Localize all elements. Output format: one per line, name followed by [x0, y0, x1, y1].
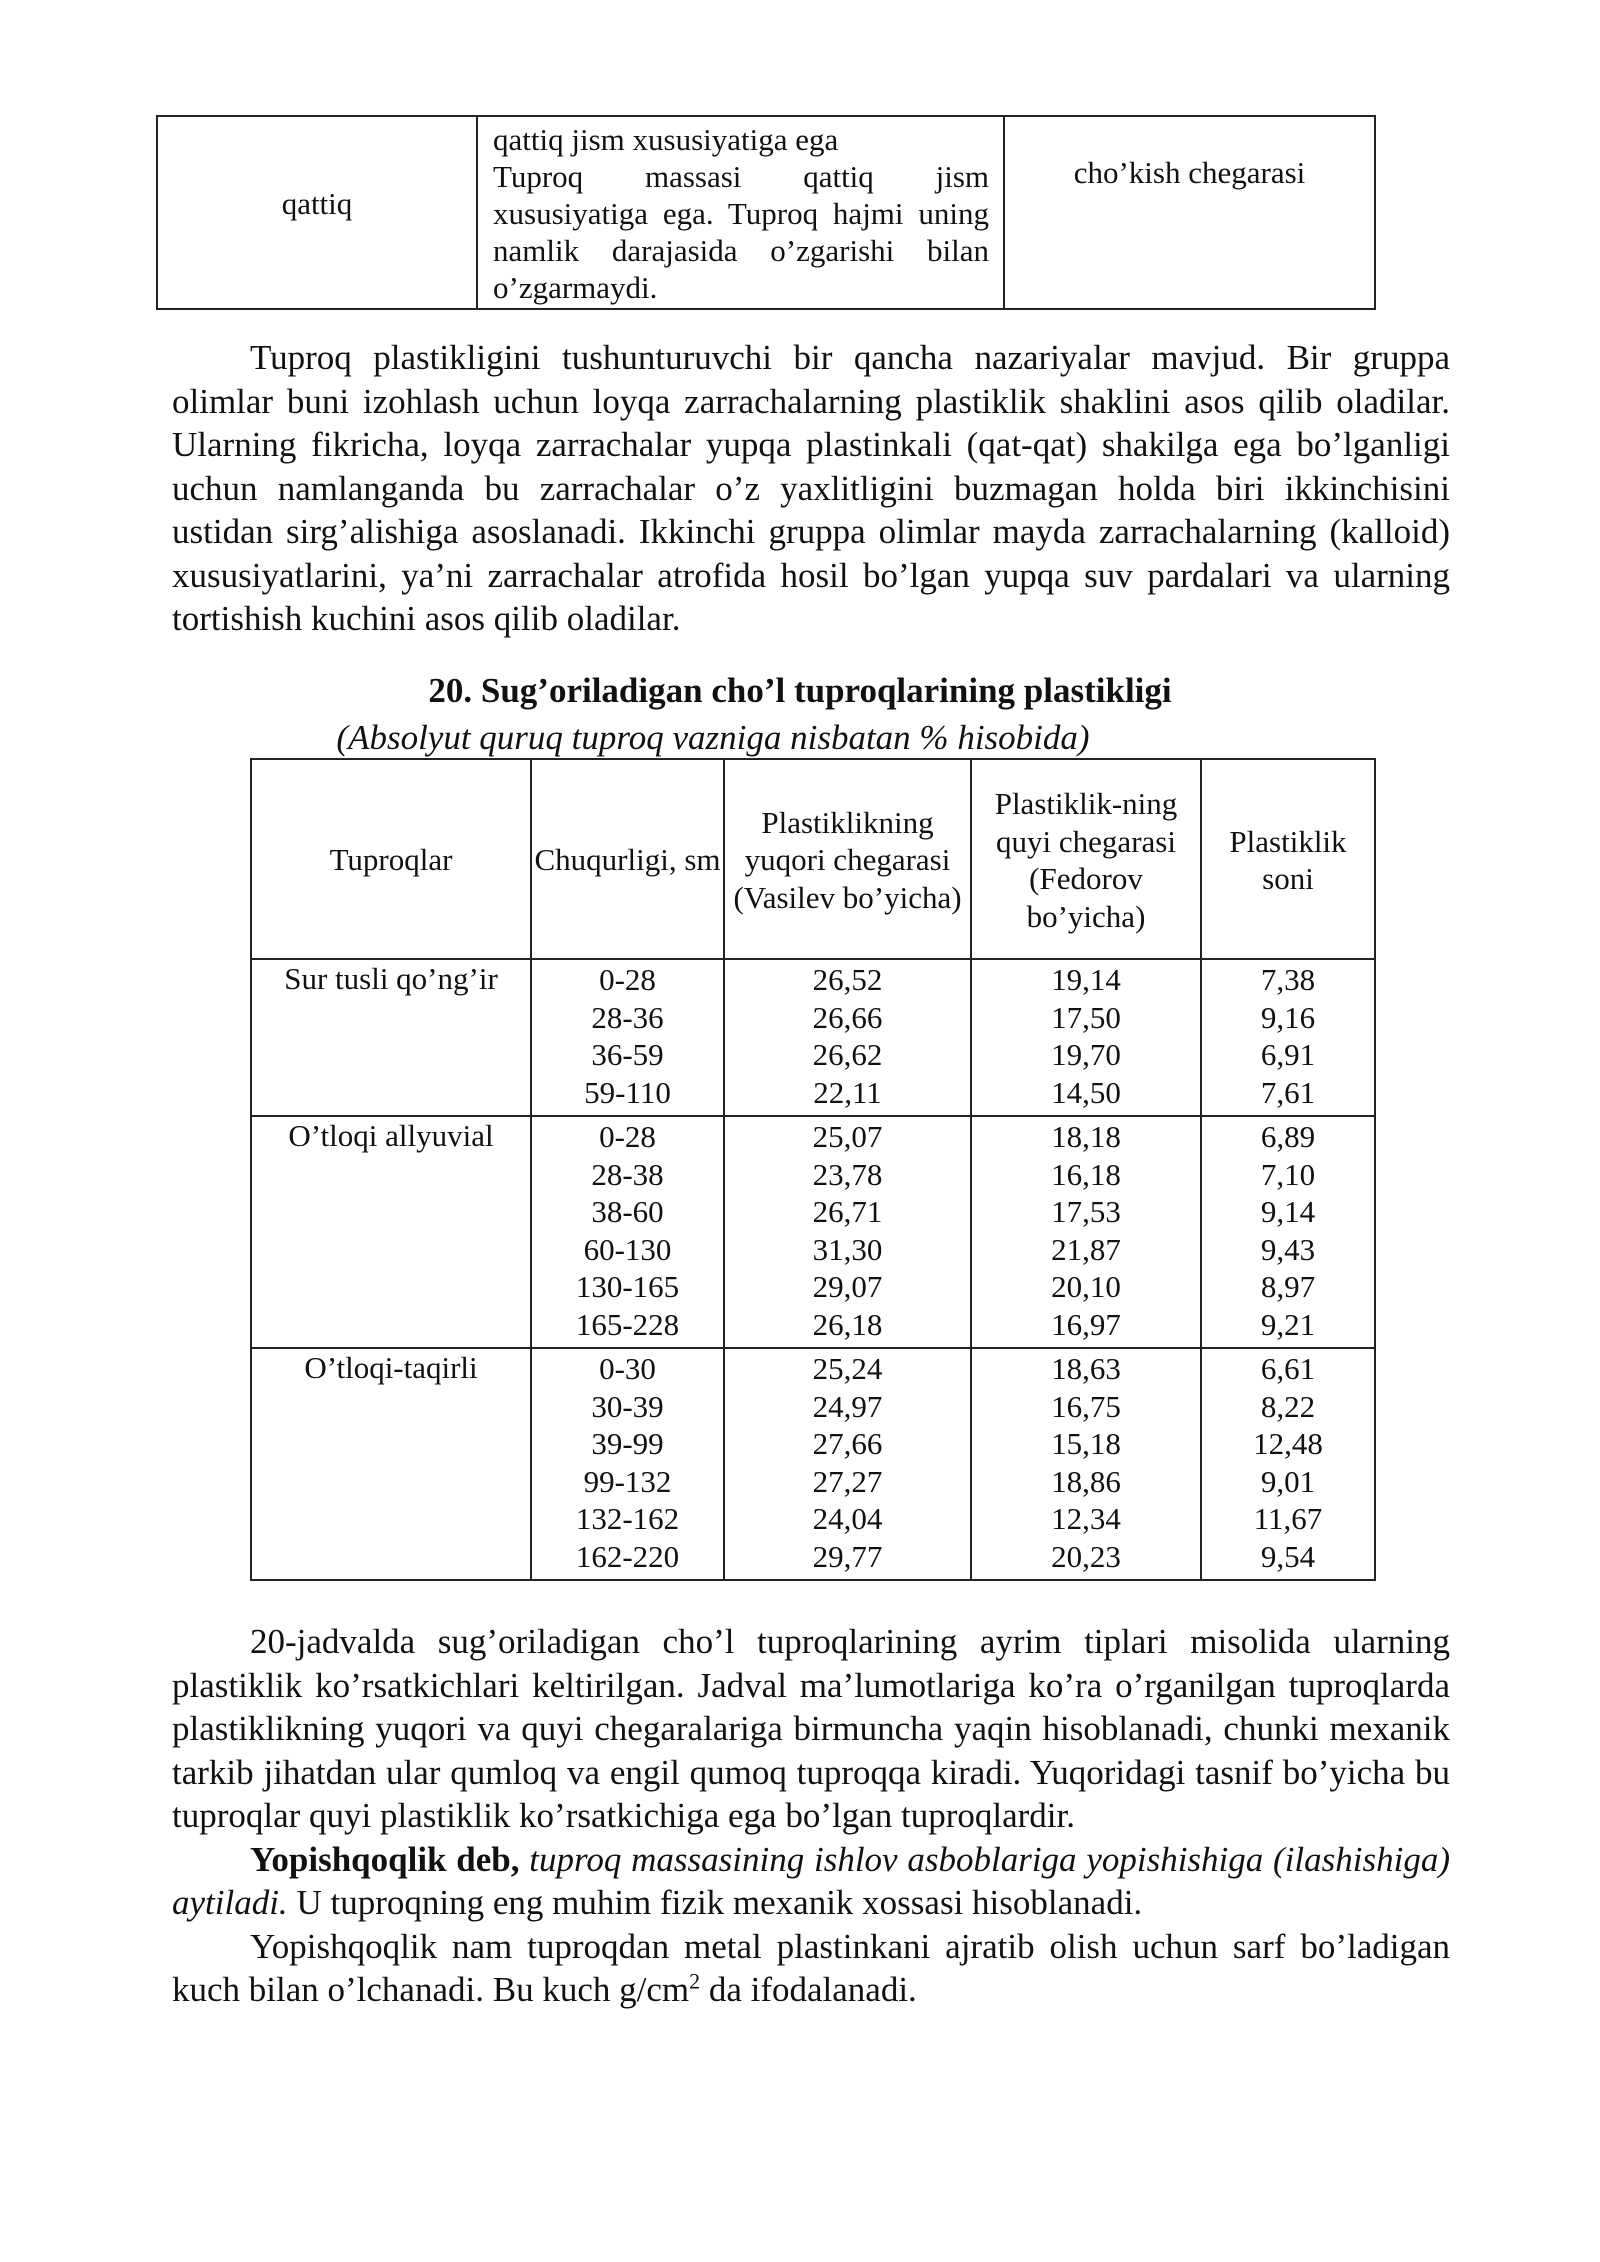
soil-type-cell: Sur tusli qo’ng’ir	[251, 959, 531, 1116]
cell-line: qattiq jism xususiyatiga ega	[493, 122, 839, 157]
table-cell	[477, 116, 1004, 309]
soil-type-cell: O’tloqi-taqirli	[251, 1348, 531, 1580]
paragraph-body: Yopishqoqlik nam tuproqdan metal plastinkani ajratib olish uchun sarf bo’ladigan kuch bilan o’lchanadi. Bu kuch g/cm	[172, 1926, 1450, 2009]
cell-value: 28-36	[591, 999, 664, 1035]
number-cell	[1201, 1348, 1375, 1580]
cell-value: 0-28	[599, 962, 656, 997]
paragraph-continuation: U tuproqning eng muhim fizik mexanik xossasi hisoblanadi.	[287, 1883, 1143, 1922]
cell-value: 22,11	[813, 1074, 882, 1110]
cell-value: 39-99	[591, 1426, 664, 1461]
upper-cell	[724, 959, 971, 1116]
column-header: Plastiklik soni	[1201, 759, 1375, 959]
table-subtitle: (Absolyut quruq tuproq vazniga nisbatan % hisobida)	[336, 718, 1090, 757]
table-body	[251, 959, 1375, 1580]
depth-cell	[531, 1116, 724, 1348]
table-row	[251, 1348, 1375, 1580]
upper-cell	[724, 1116, 971, 1348]
cell-value: 99-132	[583, 1463, 672, 1499]
cell-value: 19,14	[1051, 962, 1121, 997]
cell-value: 162-220	[575, 1538, 680, 1574]
column-header: Plastiklik-ning quyi chegarasi (Fedorov bo’yicha)	[971, 759, 1201, 959]
cell-value: 21,87	[1051, 1231, 1121, 1267]
cell-value: 26,52	[812, 962, 883, 997]
cell-value: 19,70	[1051, 1037, 1121, 1072]
superscript: 2	[689, 1968, 701, 1994]
cell-value: 6,61	[1260, 1351, 1316, 1386]
cell-value: 165-228	[575, 1306, 680, 1342]
cell-value: 7,38	[1260, 962, 1316, 997]
cell-value: 18,86	[1051, 1463, 1121, 1499]
column-header: Chuqurligi, sm	[531, 759, 724, 959]
cell-value: 7,61	[1260, 1074, 1316, 1110]
cell-value: 18,18	[1051, 1119, 1121, 1154]
cell-value: 25,24	[812, 1351, 883, 1386]
cell-value: 130-165	[575, 1269, 680, 1304]
cell-value: 0-30	[599, 1351, 656, 1386]
cell-value: 36-59	[591, 1037, 664, 1072]
cell-value: 38-60	[591, 1194, 664, 1229]
cell-value: 26,71	[812, 1194, 883, 1229]
cell-value: 9,54	[1260, 1538, 1316, 1574]
cell-value: 9,16	[1260, 999, 1316, 1035]
cell-value: 6,89	[1260, 1119, 1316, 1154]
cell-value: 26,66	[812, 999, 883, 1035]
cell-value: 28-38	[591, 1156, 664, 1192]
cell-value: 17,53	[1051, 1194, 1121, 1229]
continuation-table	[156, 115, 1376, 310]
table-cell: qattiq	[157, 116, 477, 309]
depth-cell	[531, 959, 724, 1116]
bold-term: Yopishqoqlik deb,	[250, 1839, 520, 1879]
upper-cell	[724, 1348, 971, 1580]
cell-paragraph: Tuproq massasi qattiq jism xususiyatiga ega. Tuproq hajmi uning namlik darajasida o’zgarishi bilan o’zgarmaydi.	[493, 159, 989, 305]
table-row	[251, 959, 1375, 1116]
lower-cell	[971, 1116, 1201, 1348]
cell-value: 15,18	[1051, 1426, 1121, 1461]
cell-value: 20,23	[1051, 1538, 1121, 1574]
lower-cell	[971, 1348, 1201, 1580]
table-cell: cho’kish chegarasi	[1004, 116, 1375, 309]
italic-definition: tuproq massasining ishlov asboblariga yopishishiga (ilashishiga) aytiladi.	[172, 1839, 1450, 1922]
cell-value: 59-110	[584, 1074, 671, 1110]
cell-value: 9,21	[1260, 1306, 1316, 1342]
cell-value: 8,22	[1260, 1388, 1316, 1424]
cell-value: 20,10	[1051, 1269, 1121, 1304]
paragraph-tail: da ifodalanadi.	[700, 1970, 917, 2009]
table-row	[157, 116, 1375, 309]
cell-value: 12,48	[1253, 1426, 1323, 1461]
table-row	[251, 1116, 1375, 1348]
column-header: Plastiklikning yuqori chegarasi (Vasilev bo’yicha)	[724, 759, 971, 959]
number-cell	[1201, 959, 1375, 1116]
cell-value: 9,43	[1260, 1231, 1316, 1267]
paragraph-text	[172, 1838, 1450, 1925]
table-title: 20. Sug’oriladigan cho’l tuproqlarining plastikligi	[428, 671, 1172, 710]
cell-value: 27,66	[812, 1426, 883, 1461]
cell-value: 25,07	[812, 1119, 883, 1154]
plasticity-table	[250, 758, 1376, 1581]
cell-value: 29,77	[812, 1538, 883, 1574]
lower-cell	[971, 959, 1201, 1116]
cell-value: 14,50	[1051, 1074, 1121, 1110]
cell-value: 26,18	[812, 1306, 883, 1342]
cell-value: 8,97	[1260, 1269, 1316, 1304]
cell-value: 60-130	[583, 1231, 672, 1267]
cell-value: 9,01	[1260, 1463, 1316, 1499]
depth-cell	[531, 1348, 724, 1580]
cell-value: 31,30	[812, 1231, 883, 1267]
cell-value: 16,75	[1051, 1388, 1121, 1424]
paragraph-text: Tuproq plastikligini tushunturuvchi bir qancha nazariyalar mavjud. Bir gruppa olimlar buni izohlash uchun loyqa zarrachalarning plastiklik shaklini asos qilib oladilar. Ularning fikricha, loyqa zarrachalar yupqa plastinkali (qat-qat) shakilga ega bo’lganligi uchun namlanganda bu zarrachalar o’z yaxlitligini buzmagan holda biri ikkinchisini ustidan sirg’alishiga asoslanadi. Ikkinchi gruppa olimlar mayda zarrachalarning (kalloid) xususiyatlarini, ya’ni zarrachalar atrofida hosil bo’lgan yupqa suv pardalari va ularning tortishish kuchini asos qilib oladilar.	[172, 338, 1450, 638]
cell-value: 11,67	[1253, 1501, 1323, 1536]
cell-value: 18,63	[1051, 1351, 1121, 1386]
cell-value: 27,27	[812, 1463, 883, 1499]
column-header: Tuproqlar	[251, 759, 531, 959]
cell-value: 24,97	[812, 1388, 883, 1424]
cell-value: 26,62	[812, 1037, 883, 1072]
cell-value: 24,04	[812, 1501, 883, 1536]
number-cell	[1201, 1116, 1375, 1348]
cell-value: 12,34	[1051, 1501, 1121, 1536]
cell-value: 9,14	[1260, 1194, 1316, 1229]
cell-value: 17,50	[1051, 999, 1121, 1035]
cell-value: 132-162	[575, 1501, 680, 1536]
cell-value: 0-28	[599, 1119, 656, 1154]
cell-value: 16,97	[1051, 1306, 1121, 1342]
cell-value: 7,10	[1260, 1156, 1316, 1192]
cell-value: 23,78	[812, 1156, 883, 1192]
body-paragraph	[172, 1620, 1450, 2012]
cell-value: 16,18	[1051, 1156, 1121, 1192]
paragraph-text: 20-jadvalda sug’oriladigan cho’l tuproqlarining ayrim tiplari misolida ularning plastiklik ko’rsatkichlari keltirilgan. Jadval ma’lumotlariga ko’ra o’rganilgan tuproqlarda plastiklikning yuqori va quyi chegaralariga birmuncha yaqin hisoblanadi, chunki mexanik tarkib jihatdan ular qumloq va engil qumoq tuproqqa kiradi. Yuqoridagi tasnif bo’yicha bu tuproqlar quyi plastiklik ko’rsatkichiga ega bo’lgan tuproqlardir.	[172, 1622, 1450, 1835]
table-header-row	[251, 759, 1375, 959]
cell-value: 6,91	[1260, 1037, 1316, 1072]
paragraph-text	[172, 1925, 1450, 2012]
body-paragraph	[172, 336, 1450, 641]
cell-value: 29,07	[812, 1269, 883, 1304]
soil-type-cell: O’tloqi allyuvial	[251, 1116, 531, 1348]
cell-value: 30-39	[591, 1388, 664, 1424]
